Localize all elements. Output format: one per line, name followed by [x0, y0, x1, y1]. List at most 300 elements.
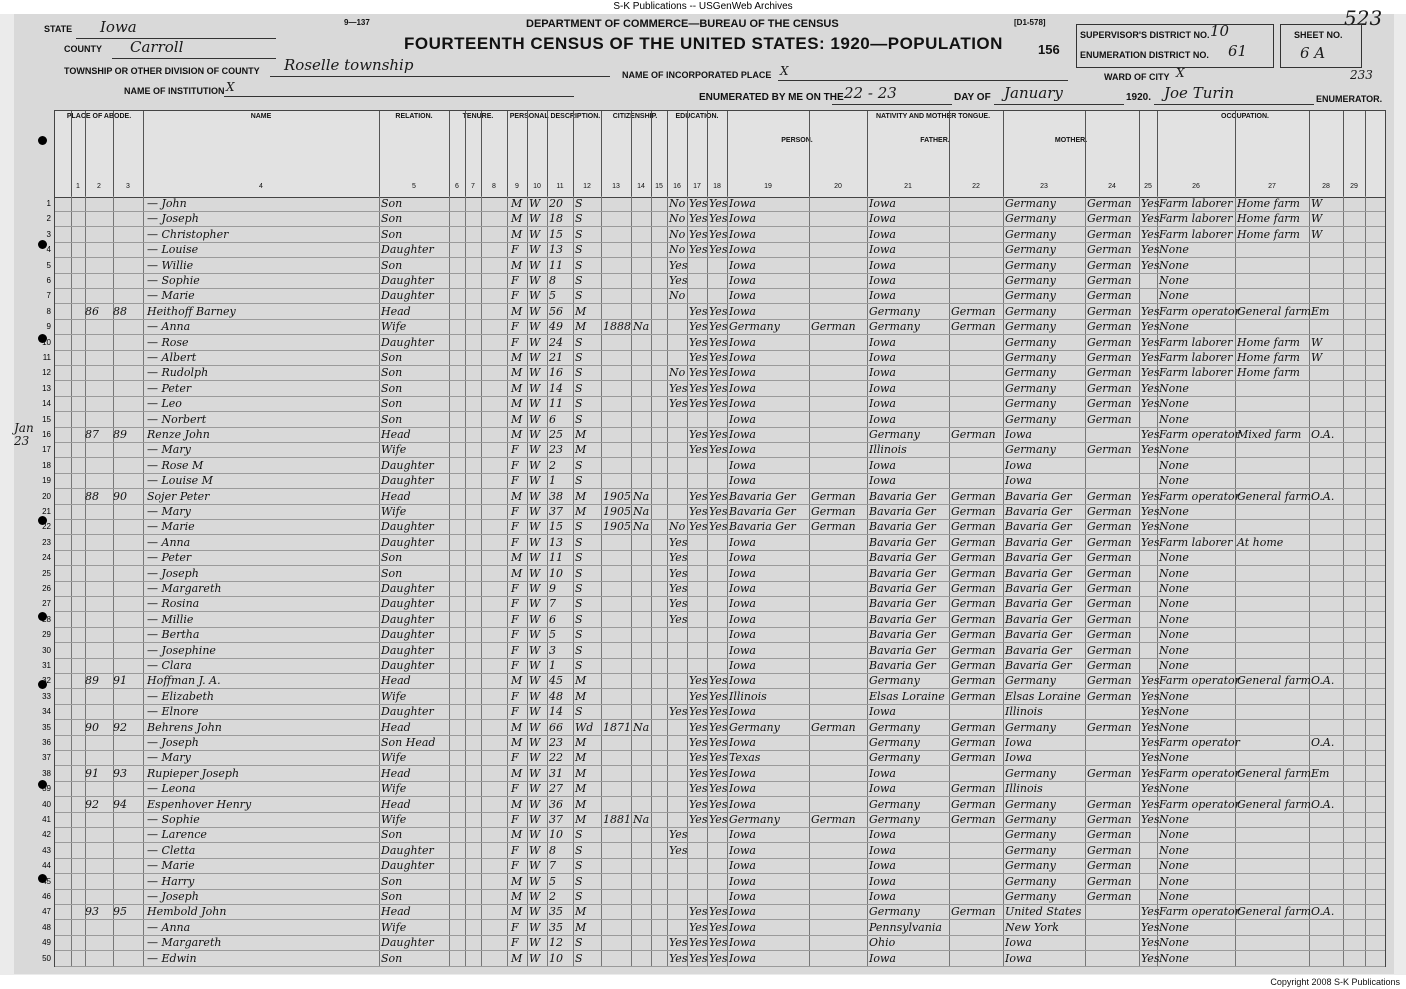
- ed-value: 61: [1228, 42, 1248, 60]
- birthplace: Iowa: [729, 366, 756, 380]
- sex: F: [511, 689, 519, 703]
- race: W: [529, 874, 541, 888]
- group-tenure: TENURE.: [462, 113, 494, 120]
- marital-status: M: [575, 920, 587, 934]
- family-number: 91: [113, 674, 127, 688]
- mother-parent-tongue: German: [1087, 720, 1132, 734]
- line-number: 12: [42, 368, 51, 378]
- birthplace: Iowa: [729, 859, 756, 873]
- birthplace: Iowa: [729, 705, 756, 719]
- mother-parent-tongue: German: [1087, 212, 1132, 226]
- occupation: Farm laborer: [1159, 212, 1233, 226]
- column-number: 27: [1268, 183, 1276, 190]
- age: 11: [549, 397, 563, 411]
- line-number: 21: [42, 507, 51, 516]
- line-number: 25: [42, 568, 51, 578]
- occupation: None: [1159, 612, 1189, 626]
- census-row: [42, 519, 1385, 535]
- sex: M: [511, 366, 523, 380]
- mother-parent-tongue: German: [1087, 874, 1132, 888]
- father-birthplace: Bavaria Ger: [869, 597, 936, 611]
- birthplace: Iowa: [729, 920, 756, 934]
- father-birthplace: Pennsylvania: [869, 920, 942, 934]
- line-number: 3: [46, 229, 51, 239]
- sex: F: [511, 751, 519, 765]
- line-number: 9: [46, 322, 51, 332]
- marital-status: S: [575, 474, 583, 488]
- line-number: 18: [42, 460, 51, 470]
- naturalized: Na: [633, 505, 650, 518]
- occupation: None: [1159, 720, 1189, 734]
- speaks-english: Yes: [1141, 351, 1160, 364]
- sex: M: [511, 566, 523, 580]
- dwelling-number: 92: [85, 797, 99, 811]
- census-row: [42, 904, 1385, 920]
- sex: F: [511, 443, 519, 457]
- relation: Son: [381, 258, 403, 272]
- line-number: 37: [42, 753, 51, 763]
- read: Yes: [689, 705, 708, 719]
- person-name: — Anna: [147, 920, 191, 934]
- marital-status: M: [575, 766, 587, 780]
- father-tongue: German: [951, 428, 996, 441]
- race: W: [529, 782, 541, 796]
- form-code: [D1-578]: [1014, 18, 1046, 27]
- census-row: [42, 827, 1385, 843]
- birthplace: Germany: [729, 720, 780, 734]
- line-number: 6: [46, 276, 51, 285]
- race: W: [529, 951, 541, 965]
- sex: F: [511, 628, 519, 642]
- line-number: 34: [42, 707, 51, 717]
- school: No: [669, 197, 686, 210]
- sex: F: [511, 782, 519, 796]
- age: 48: [549, 689, 563, 703]
- line-number: 17: [42, 445, 51, 455]
- relation: Head: [381, 489, 411, 503]
- mother-parent-tongue: German: [1087, 582, 1132, 595]
- read: Yes: [689, 797, 708, 811]
- read: Yes: [689, 212, 708, 226]
- header-column-divider: [71, 111, 72, 197]
- column-number: 5: [412, 183, 416, 190]
- census-row: [42, 766, 1385, 782]
- occupation: None: [1159, 705, 1189, 719]
- school: No: [669, 212, 686, 226]
- speaks-english: Yes: [1141, 320, 1160, 334]
- school: Yes: [669, 582, 688, 595]
- relation: Son: [381, 828, 403, 842]
- relation: Son: [381, 366, 403, 380]
- mother-parent-tongue: German: [1087, 535, 1132, 549]
- father-tongue: German: [951, 628, 996, 642]
- race: W: [529, 705, 541, 719]
- race: W: [529, 659, 541, 672]
- sex: M: [511, 258, 523, 272]
- marital-status: S: [575, 551, 583, 565]
- sex: F: [511, 659, 519, 672]
- occupation: None: [1159, 597, 1189, 611]
- age: 12: [549, 936, 563, 950]
- read: Yes: [689, 381, 708, 395]
- enumerator-underline: [1154, 104, 1314, 105]
- mother-parent-tongue: German: [1087, 843, 1132, 857]
- occupation: Farm laborer: [1159, 535, 1233, 549]
- birthplace: Iowa: [729, 612, 756, 626]
- birthplace: Iowa: [729, 936, 756, 950]
- birthplace: Iowa: [729, 828, 756, 842]
- birthplace: Iowa: [729, 566, 756, 580]
- birthplace: Iowa: [729, 197, 756, 210]
- age: 45: [549, 674, 563, 688]
- mother-birthplace: Bavaria Ger: [1005, 535, 1072, 549]
- census-title: FOURTEENTH CENSUS OF THE UNITED STATES: 1920—POPULATION: [404, 34, 1003, 53]
- person-name: — Christopher: [147, 227, 229, 241]
- margin-note: Jan 23: [14, 421, 34, 448]
- immigration-year: 1905: [603, 520, 631, 534]
- read: Yes: [689, 736, 708, 749]
- mother-parent-tongue: German: [1087, 243, 1132, 257]
- person-name: — Millie: [147, 612, 194, 626]
- write: Yes: [709, 905, 728, 919]
- marital-status: M: [575, 489, 587, 503]
- birthplace: Iowa: [729, 874, 756, 888]
- relation: Head: [381, 428, 411, 441]
- person-name: — Mary: [147, 505, 191, 518]
- read: Yes: [689, 505, 708, 518]
- mother-birthplace: Germany: [1005, 381, 1056, 395]
- person-name: — Albert: [147, 351, 197, 364]
- relation: Son: [381, 381, 403, 395]
- age: 27: [549, 782, 563, 796]
- census-row: [42, 612, 1385, 628]
- age: 37: [549, 813, 563, 826]
- marital-status: S: [575, 197, 583, 210]
- mother-parent-tongue: German: [1087, 335, 1132, 349]
- group-place-of-abode: PLACE OF ABODE.: [66, 113, 132, 120]
- line-number: 8: [46, 306, 51, 316]
- marital-status: S: [575, 397, 583, 411]
- mother-parent-tongue: German: [1087, 859, 1132, 873]
- census-row: [42, 797, 1385, 813]
- race: W: [529, 258, 541, 272]
- marital-status: S: [575, 351, 583, 364]
- occupation: Farm laborer: [1159, 366, 1233, 380]
- mother-birthplace: Bavaria Ger: [1005, 489, 1072, 503]
- father-birthplace: Germany: [869, 320, 920, 334]
- father-birthplace: Iowa: [869, 412, 896, 426]
- sex: F: [511, 458, 519, 472]
- read: Yes: [689, 936, 708, 950]
- department-title: DEPARTMENT OF COMMERCE—BUREAU OF THE CENSUS: [526, 18, 839, 30]
- relation: Son: [381, 874, 403, 888]
- county-underline: [112, 58, 276, 59]
- industry: General farm: [1237, 797, 1312, 811]
- header-column-divider: [507, 111, 508, 197]
- relation: Daughter: [381, 936, 434, 950]
- age: 22: [549, 751, 563, 765]
- birthplace: Iowa: [729, 797, 756, 811]
- line-number: 46: [42, 892, 51, 901]
- mother-birthplace: Bavaria Ger: [1005, 612, 1072, 626]
- marital-status: M: [575, 320, 587, 334]
- mother-birthplace: Germany: [1005, 197, 1056, 210]
- industry: General farm: [1237, 905, 1312, 919]
- occupation: Farm operator: [1159, 766, 1240, 780]
- person-name: — Marie: [147, 859, 195, 873]
- mother-birthplace: Germany: [1005, 766, 1056, 780]
- person-name: — Rudolph: [147, 366, 209, 380]
- census-row: [46, 196, 1385, 212]
- occupation: Farm operator: [1159, 736, 1240, 749]
- mother-parent-tongue: German: [1087, 351, 1132, 364]
- mother-birthplace: Iowa: [1005, 936, 1032, 950]
- class-of-worker: O.A.: [1311, 736, 1335, 749]
- birthplace: Iowa: [729, 905, 756, 919]
- father-birthplace: Germany: [869, 813, 920, 826]
- mother-parent-tongue: German: [1087, 813, 1132, 826]
- age: 31: [549, 766, 563, 780]
- school: No: [669, 227, 686, 241]
- column-number: 17: [693, 183, 701, 190]
- place-value: X: [780, 64, 789, 78]
- relation: Daughter: [381, 274, 434, 287]
- relation: Son: [381, 951, 403, 965]
- sex: F: [511, 843, 519, 857]
- occupation: None: [1159, 474, 1189, 488]
- column-number: 21: [904, 183, 912, 190]
- write: Yes: [709, 381, 728, 395]
- relation: Wife: [381, 689, 407, 703]
- naturalized: Na: [633, 520, 650, 534]
- mother-birthplace: Germany: [1005, 243, 1056, 257]
- read: Yes: [689, 243, 708, 257]
- birthplace: Bavaria Ger: [729, 505, 796, 518]
- sex: M: [511, 212, 523, 226]
- dwelling-number: 89: [85, 674, 99, 688]
- relation: Daughter: [381, 458, 434, 472]
- mother-parent-tongue: German: [1087, 258, 1132, 272]
- birthplace: Texas: [729, 751, 761, 765]
- class-of-worker: W: [1311, 212, 1323, 226]
- industry: Mixed farm: [1237, 428, 1302, 441]
- birthplace: Iowa: [729, 674, 756, 688]
- mother-birthplace: Bavaria Ger: [1005, 551, 1072, 565]
- age: 37: [549, 505, 563, 518]
- father-birthplace: Germany: [869, 428, 920, 441]
- father-tongue: German: [951, 797, 996, 811]
- birthplace: Bavaria Ger: [729, 489, 796, 503]
- marital-status: M: [575, 751, 587, 765]
- write: Yes: [709, 705, 728, 719]
- marital-status: S: [575, 458, 583, 472]
- mother-parent-tongue: German: [1087, 890, 1132, 903]
- marital-status: S: [575, 597, 583, 611]
- speaks-english: Yes: [1141, 304, 1160, 318]
- line-number: 42: [42, 830, 51, 840]
- father-tongue: German: [951, 751, 996, 765]
- person-name: — Sophie: [147, 813, 200, 826]
- person-name: — Willie: [147, 258, 194, 272]
- header-column-divider: [113, 111, 114, 197]
- read: Yes: [689, 397, 708, 411]
- person-name: — Joseph: [147, 890, 199, 903]
- father-birthplace: Iowa: [869, 843, 896, 857]
- father-birthplace: Iowa: [869, 890, 896, 903]
- school: Yes: [669, 843, 688, 857]
- age: 66: [549, 720, 563, 734]
- person-name: — Marie: [147, 520, 195, 534]
- race: W: [529, 289, 541, 303]
- relation: Son: [381, 351, 403, 364]
- form-number: 9—137: [344, 18, 370, 27]
- person-name: — Elizabeth: [147, 689, 214, 703]
- read: Yes: [689, 766, 708, 780]
- column-number: 29: [1350, 183, 1358, 190]
- sex: M: [511, 766, 523, 780]
- person-name: Renze John: [147, 428, 210, 441]
- relation: Daughter: [381, 243, 434, 257]
- write: Yes: [709, 351, 728, 364]
- occupation: None: [1159, 274, 1189, 287]
- line-number: 31: [42, 661, 51, 670]
- father-tongue: German: [951, 597, 996, 611]
- mother-birthplace: Germany: [1005, 289, 1056, 303]
- person-name: — Leo: [147, 397, 182, 411]
- page-number: 156: [1038, 42, 1060, 57]
- father-birthplace: Iowa: [869, 197, 896, 210]
- birthplace: Germany: [729, 320, 780, 334]
- sex: F: [511, 474, 519, 488]
- census-row: [42, 643, 1385, 659]
- person-name: — Larence: [147, 828, 207, 842]
- sex: M: [511, 890, 523, 903]
- state-value: Iowa: [100, 18, 137, 36]
- census-row: [42, 566, 1385, 582]
- age: 6: [549, 612, 556, 626]
- mother-parent-tongue: German: [1087, 643, 1132, 657]
- census-row: [42, 951, 1385, 967]
- family-number: 95: [113, 905, 127, 919]
- marital-status: M: [575, 905, 587, 919]
- read: Yes: [689, 304, 708, 318]
- person-name: — Mary: [147, 443, 191, 457]
- school: No: [669, 520, 686, 534]
- write: Yes: [709, 813, 728, 826]
- occupation: None: [1159, 859, 1189, 873]
- line-number: 33: [42, 691, 51, 701]
- read: Yes: [689, 351, 708, 364]
- person-name: — Mary: [147, 751, 191, 765]
- person-name: — Louise M: [147, 474, 213, 488]
- mother-birthplace: Germany: [1005, 412, 1056, 426]
- age: 9: [549, 582, 556, 595]
- header-column-divider: [449, 111, 450, 197]
- relation: Head: [381, 766, 411, 780]
- mother-birthplace: Iowa: [1005, 474, 1032, 488]
- mother-parent-tongue: German: [1087, 197, 1132, 210]
- mother-parent-tongue: German: [1087, 397, 1132, 411]
- marital-status: M: [575, 813, 587, 826]
- census-row: [42, 874, 1385, 890]
- industry: General farm: [1237, 674, 1312, 688]
- father-birthplace: Iowa: [869, 335, 896, 349]
- father-birthplace: Iowa: [869, 859, 896, 873]
- sex: F: [511, 505, 519, 518]
- line-number: 29: [42, 630, 51, 640]
- mother-parent-tongue: German: [1087, 489, 1132, 503]
- naturalized: Na: [633, 720, 650, 734]
- race: W: [529, 628, 541, 642]
- race: W: [529, 212, 541, 226]
- age: 13: [549, 243, 563, 257]
- race: W: [529, 766, 541, 780]
- race: W: [529, 412, 541, 426]
- birthplace: Bavaria Ger: [729, 520, 796, 534]
- mother-birthplace: Bavaria Ger: [1005, 582, 1072, 595]
- relation: Daughter: [381, 597, 434, 611]
- mother-birthplace: Germany: [1005, 212, 1056, 226]
- relation: Son: [381, 890, 403, 903]
- write: Yes: [709, 320, 728, 334]
- sex: M: [511, 797, 523, 811]
- marital-status: M: [575, 443, 587, 457]
- line-number: 27: [42, 599, 51, 609]
- write: Yes: [709, 335, 728, 349]
- sex: F: [511, 643, 519, 657]
- father-birthplace: Germany: [869, 751, 920, 765]
- write: Yes: [709, 304, 728, 318]
- occupation: None: [1159, 566, 1189, 580]
- header-column-divider: [143, 111, 144, 197]
- age: 14: [549, 381, 563, 395]
- father-tongue: German: [951, 320, 996, 334]
- header-column-divider: [481, 111, 482, 197]
- birthplace: Iowa: [729, 535, 756, 549]
- mother-birthplace: United States: [1005, 905, 1082, 919]
- speaks-english: Yes: [1141, 366, 1160, 380]
- person-name: — Harry: [147, 874, 195, 888]
- marital-status: S: [575, 951, 583, 965]
- line-number: 47: [42, 907, 51, 917]
- mother-tongue: German: [811, 520, 856, 534]
- mother-birthplace: Germany: [1005, 874, 1056, 888]
- mother-birthplace: Bavaria Ger: [1005, 659, 1072, 672]
- father-birthplace: Bavaria Ger: [869, 612, 936, 626]
- marital-status: S: [575, 859, 583, 873]
- person-name: Hoffman J. A.: [147, 674, 221, 688]
- sex: F: [511, 520, 519, 534]
- father-birthplace: Iowa: [869, 782, 896, 796]
- read: Yes: [689, 751, 708, 765]
- mother-parent-tongue: German: [1087, 628, 1132, 642]
- family-number: 89: [113, 428, 127, 441]
- ed-label: ENUMERATION DISTRICT NO.: [1080, 50, 1209, 60]
- speaks-english: Yes: [1141, 443, 1160, 457]
- mother-parent-tongue: German: [1087, 520, 1132, 534]
- age: 10: [549, 566, 563, 580]
- mother-birthplace: Germany: [1005, 797, 1056, 811]
- race: W: [529, 243, 541, 257]
- census-row: [42, 427, 1385, 443]
- header-column-divider: [1309, 111, 1310, 197]
- relation: Son Head: [381, 736, 436, 749]
- census-row: [46, 319, 1385, 335]
- school: Yes: [669, 274, 688, 287]
- speaks-english: Yes: [1141, 535, 1160, 549]
- naturalized: Na: [633, 813, 650, 826]
- write: Yes: [709, 674, 728, 688]
